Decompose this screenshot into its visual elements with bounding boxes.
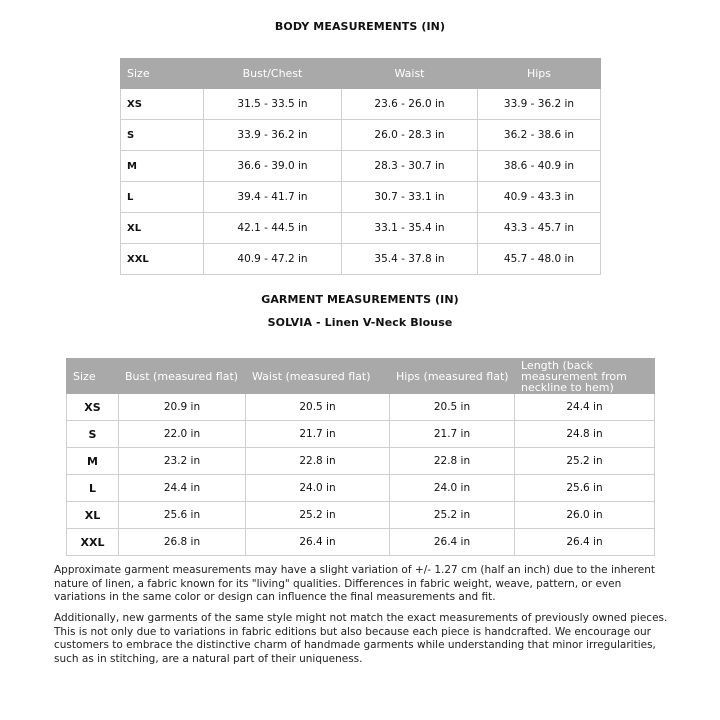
variation-note-paragraph: Approximate garment measurements may have a slight variation of +/- 1.27 cm (half an inch) due to the inherent nature of linen, a fabric known for its "living" qualities. Differences in fabric weight, weave, pattern, or even variations in the same color or design can influence the final measurements and fit. (54, 564, 655, 603)
waist-cell: 30.7 - 33.1 in (342, 182, 478, 213)
size-cell: XS (121, 89, 204, 120)
waist-cell: 22.8 in (246, 448, 390, 475)
table-header-row (121, 59, 601, 89)
size-cell: XL (67, 502, 119, 529)
bust-cell: 25.6 in (119, 502, 246, 529)
table-row (67, 529, 655, 556)
hips-cell: 25.2 in (390, 502, 515, 529)
product-name-subtitle: SOLVIA - Linen V-Neck Blouse (267, 316, 453, 329)
bust-cell: 42.1 - 44.5 in (204, 213, 342, 244)
length-cell: 26.0 in (515, 502, 655, 529)
size-cell: XL (121, 213, 204, 244)
column-header-hips: Hips (478, 59, 601, 89)
waist-cell: 24.0 in (246, 475, 390, 502)
table-header-row (67, 359, 655, 394)
size-cell: XXL (67, 529, 119, 556)
hips-cell: 33.9 - 36.2 in (478, 89, 601, 120)
hips-cell: 43.3 - 45.7 in (478, 213, 601, 244)
column-header-bust-chest: Bust/Chest (204, 59, 342, 89)
table-row (121, 213, 601, 244)
size-cell: M (67, 448, 119, 475)
column-header-hips-flat: Hips (measured flat) (390, 359, 515, 394)
hips-cell: 21.7 in (390, 421, 515, 448)
hips-cell: 22.8 in (390, 448, 515, 475)
bust-cell: 39.4 - 41.7 in (204, 182, 342, 213)
length-cell: 24.4 in (515, 394, 655, 421)
bust-cell: 26.8 in (119, 529, 246, 556)
size-cell: XXL (121, 244, 204, 275)
hips-cell: 38.6 - 40.9 in (478, 151, 601, 182)
size-cell: XS (67, 394, 119, 421)
waist-cell: 35.4 - 37.8 in (342, 244, 478, 275)
garment-measurements-title: GARMENT MEASUREMENTS (IN) (261, 293, 459, 306)
bust-cell: 33.9 - 36.2 in (204, 120, 342, 151)
length-cell: 25.2 in (515, 448, 655, 475)
bust-cell: 24.4 in (119, 475, 246, 502)
hips-cell: 24.0 in (390, 475, 515, 502)
waist-cell: 26.0 - 28.3 in (342, 120, 478, 151)
table-row (67, 394, 655, 421)
waist-cell: 33.1 - 35.4 in (342, 213, 478, 244)
length-cell: 26.4 in (515, 529, 655, 556)
bust-cell: 23.2 in (119, 448, 246, 475)
table-row (121, 151, 601, 182)
bust-cell: 36.6 - 39.0 in (204, 151, 342, 182)
column-header-bust-flat: Bust (measured flat) (119, 359, 246, 394)
hips-cell: 36.2 - 38.6 in (478, 120, 601, 151)
waist-cell: 23.6 - 26.0 in (342, 89, 478, 120)
body-measurements-table (120, 58, 601, 275)
size-cell: L (121, 182, 204, 213)
waist-cell: 21.7 in (246, 421, 390, 448)
hips-cell: 20.5 in (390, 394, 515, 421)
column-header-waist-flat: Waist (measured flat) (246, 359, 390, 394)
table-row (67, 502, 655, 529)
table-row (67, 448, 655, 475)
bust-cell: 31.5 - 33.5 in (204, 89, 342, 120)
waist-cell: 26.4 in (246, 529, 390, 556)
waist-cell: 25.2 in (246, 502, 390, 529)
handcrafted-note-paragraph: Additionally, new garments of the same style might not match the exact measurements of previously owned pieces. This is not only due to variations in fabric editions but also because each piece is handcrafted. We encourage our customers to embrace the distinctive charm of handmade garments while understanding that minor irregularities, such as in stitching, are a natural part of their uniqueness. (54, 612, 668, 665)
table-row (67, 421, 655, 448)
size-cell: M (121, 151, 204, 182)
table-row (121, 120, 601, 151)
table-row (67, 475, 655, 502)
column-header-waist: Waist (342, 59, 478, 89)
size-cell: S (121, 120, 204, 151)
garment-measurements-table (66, 358, 655, 556)
table-row (121, 244, 601, 275)
length-cell: 25.6 in (515, 475, 655, 502)
length-cell: 24.8 in (515, 421, 655, 448)
column-header-length: Length (back measurement from neckline to hem) (515, 359, 655, 394)
bust-cell: 20.9 in (119, 394, 246, 421)
hips-cell: 26.4 in (390, 529, 515, 556)
bust-cell: 40.9 - 47.2 in (204, 244, 342, 275)
size-cell: L (67, 475, 119, 502)
hips-cell: 45.7 - 48.0 in (478, 244, 601, 275)
waist-cell: 28.3 - 30.7 in (342, 151, 478, 182)
table-row (121, 89, 601, 120)
table-row (121, 182, 601, 213)
hips-cell: 40.9 - 43.3 in (478, 182, 601, 213)
column-header-size: Size (67, 359, 119, 394)
size-cell: S (67, 421, 119, 448)
bust-cell: 22.0 in (119, 421, 246, 448)
column-header-size: Size (121, 59, 204, 89)
waist-cell: 20.5 in (246, 394, 390, 421)
body-measurements-title: BODY MEASUREMENTS (IN) (274, 20, 446, 33)
